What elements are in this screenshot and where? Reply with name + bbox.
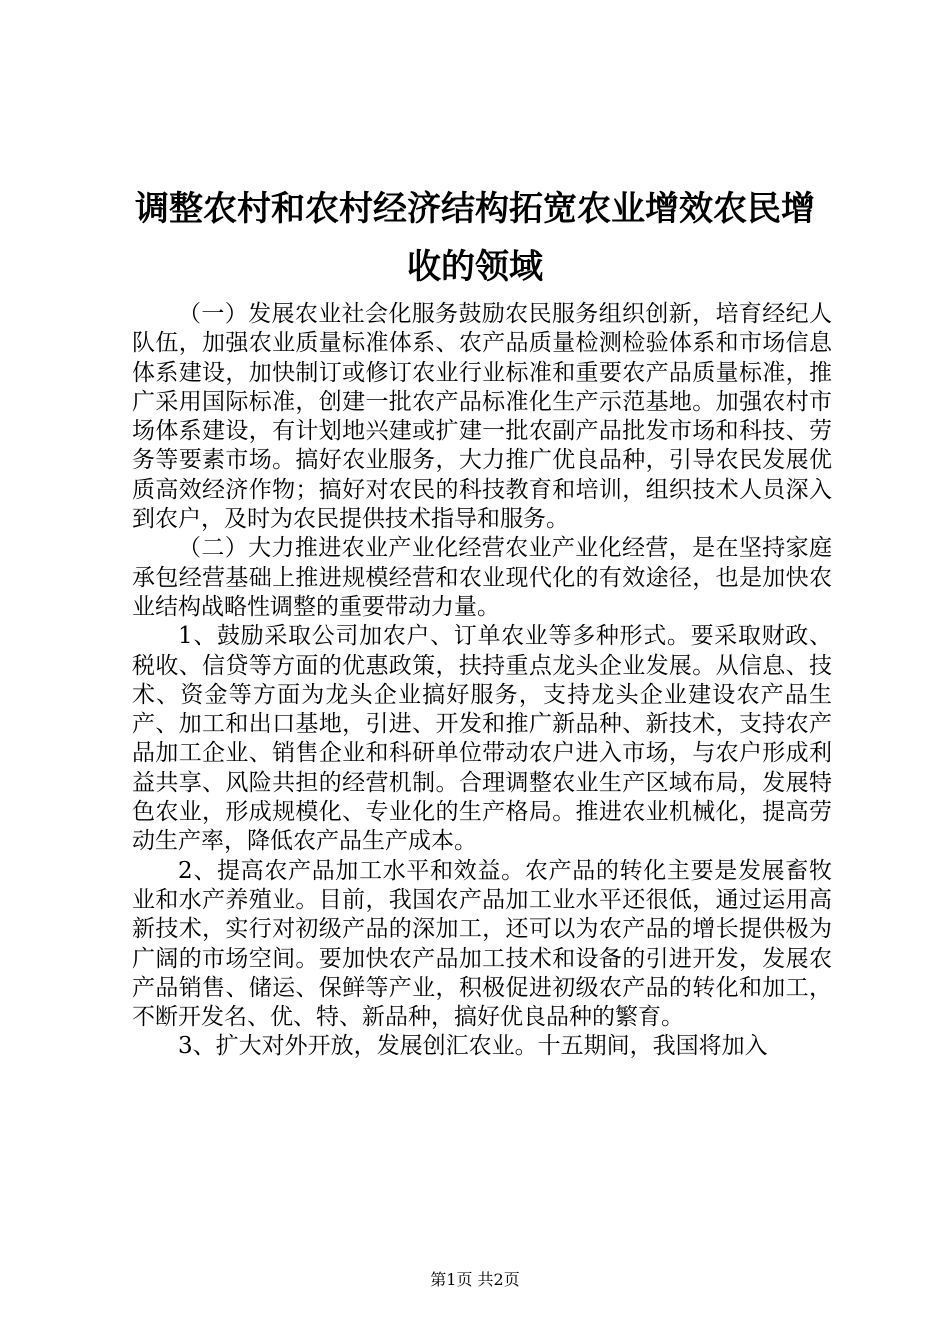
paragraph-2: （二）大力推进农业产业化经营农业产业化经营，是在坚持家庭承包经营基础上推进规模经营和农业现代化的有效途径，也是加快农业结构战略性调整的重要带动力量。 [132, 535, 832, 620]
document-body [132, 300, 832, 1062]
paragraph-3: 1、鼓励采取公司加农户、订单农业等多种形式。要采取财政、税收、信贷等方面的优惠政策，扶持重点龙头企业发展。从信息、技术、资金等方面为龙头企业搞好服务，支持龙头企业建设农产品生产、加工和出口基地，引进、开发和推广新品种、新技术，支持农产品加工企业、销售企业和科研单位带动农户进入市场，与农户形成利益共享、风险共担的经营机制。合理调整农业生产区域布局，发展特色农业，形成规模化、专业化的生产格局。推进农业机械化，提高劳动生产率，降低农产品生产成本。 [132, 623, 832, 855]
page-number-footer: 第1页 共2页 [430, 1270, 520, 1289]
paragraph-1: （一）发展农业社会化服务鼓励农民服务组织创新，培育经纪人队伍，加强农业质量标准体系、农产品质量检测检验体系和市场信息体系建设，加快制订或修订农业行业标准和重要农产品质量标准，推广采用国际标准，创建一批农产品标准化生产示范基地。加强农村市场体系建设，有计划地兴建或扩建一批农副产品批发市场和科技、劳务等要素市场。搞好农业服务，大力推广优良品种，引导农民发展优质高效经济作物；搞好对农民的科技教育和培训，组织技术人员深入到农户，及时为农民提供技术指导和服务。 [132, 301, 832, 533]
document-title-line-1: 调整农村和农村经济结构拓宽农业增效农民增 [135, 189, 815, 229]
document-title-line-2: 收的领域 [407, 247, 543, 287]
paragraph-4: 2、提高农产品加工水平和效益。农产品的转化主要是发展畜牧业和水产养殖业。目前，我国农产品加工业水平还很低，通过运用高新技术，实行对初级产品的深加工，还可以为农产品的增长提供极为广阔的市场空间。要加快农产品加工技术和设备的引进开发，发展农产品销售、储运、保鲜等产业，积极促进初级农产品的转化和加工，不断开发名、优、特、新品种，搞好优良品种的繁育。 [132, 857, 832, 1031]
paragraph-5: 3、扩大对外开放，发展创汇农业。十五期间，我国将加入 [178, 1033, 768, 1060]
